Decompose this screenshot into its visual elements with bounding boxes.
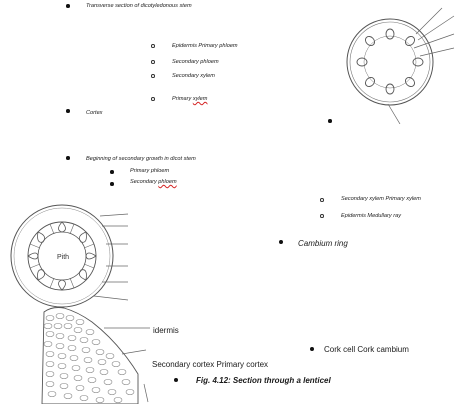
sub-bullet-ring (320, 214, 324, 218)
sub-bullet-ring (151, 97, 155, 101)
line-primary-phloem: Primary phloem (130, 168, 170, 174)
line-epidermis-medullary-ray: Epidermis Medullary ray (341, 213, 401, 219)
bullet (66, 156, 70, 160)
dicot-stem-diagram (346, 4, 456, 124)
bullet (328, 119, 332, 123)
lenticel-diagram (38, 304, 170, 404)
pith-label: Pith (57, 254, 70, 261)
line-primary-xylem-prefix: Primary (172, 96, 193, 102)
line-idermis: idermis (153, 326, 179, 335)
bullet (66, 109, 70, 113)
leader-lines (388, 8, 454, 124)
line-primary-xylem (172, 97, 207, 103)
sub-bullet-ring (320, 198, 324, 202)
growth-leader-lines (94, 214, 128, 300)
vascular-ring (364, 36, 416, 88)
line-secondary-phloem-prefix: Secondary (130, 179, 159, 185)
bullet (110, 170, 114, 174)
line-cambium-ring: Cambium ring (298, 239, 348, 248)
line-cork-cell-cambium: Cork cell Cork cambium (324, 345, 409, 354)
line-beginning-secondary-growth: Beginning of secondary growth in dicot stem (86, 156, 196, 162)
vascular-bundles (357, 29, 423, 94)
line-epidermis-primary-phloem: Epidermis Primary phloem (172, 43, 238, 49)
line-secondary-xylem: Secondary xylem (172, 73, 215, 79)
line-secondary-phloem-2 (130, 180, 177, 186)
line-transverse-section: Transverse section of dicotyledonous stem (86, 3, 192, 9)
sub-bullet-ring (151, 74, 155, 78)
line-secondary-phloem: Secondary phloem (172, 59, 219, 65)
sub-bullet-ring (151, 60, 155, 64)
line-cortex: Cortex (86, 110, 103, 116)
secondary-growth-diagram (10, 204, 130, 312)
sub-bullet-ring (151, 44, 155, 48)
line-secondary-primary-cortex: Secondary cortex Primary cortex (152, 360, 269, 369)
bullet (110, 182, 114, 186)
figure-caption: Fig. 4.12: Section through a lenticel (196, 376, 331, 385)
lenticel-cells (44, 313, 134, 402)
bullet (174, 378, 178, 382)
line-secondary-xylem-primary-xylem: Secondary xylem Primary xylem (341, 196, 421, 202)
stem-outer-circle (347, 19, 433, 105)
lenticel-outline (42, 308, 138, 404)
line-secondary-phloem-squig: phloem (158, 179, 177, 185)
bullet (279, 240, 283, 244)
line-primary-xylem-squig: xylem (192, 96, 208, 102)
bullet (66, 4, 70, 8)
bullet (310, 347, 314, 351)
stem-inner-circle (350, 22, 430, 102)
